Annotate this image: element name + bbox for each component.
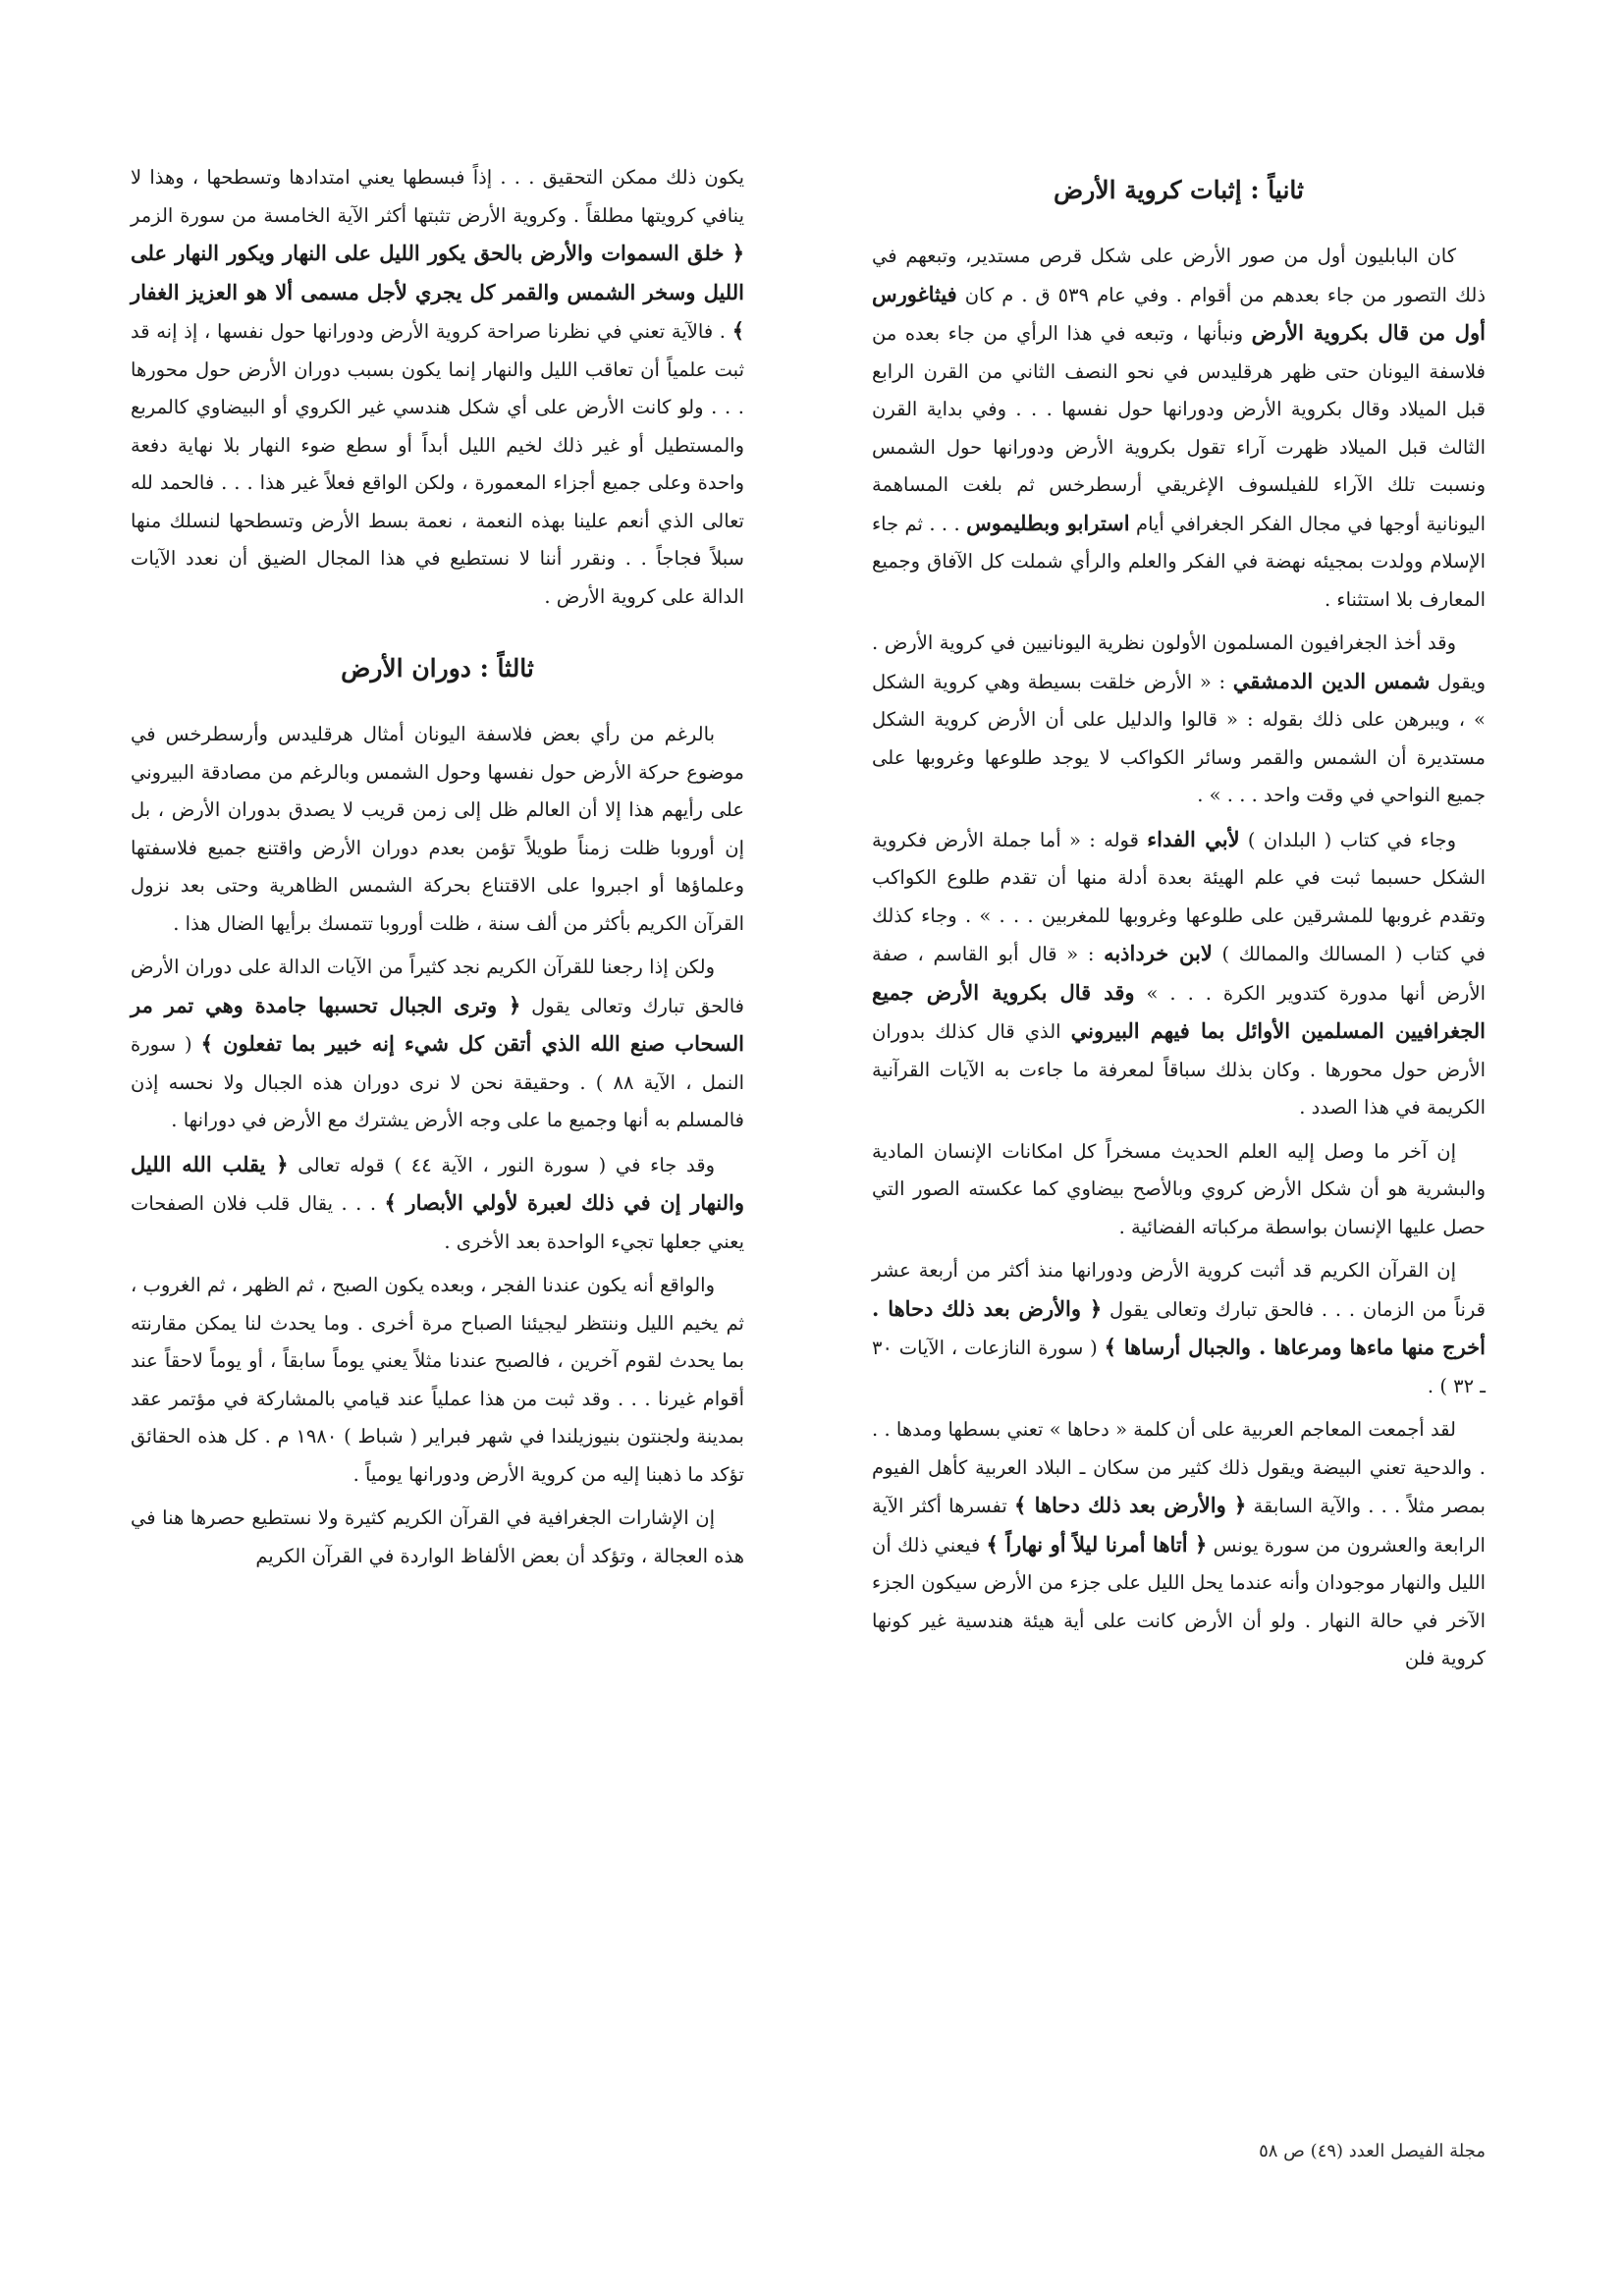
paragraph [131,159,744,616]
text-run: . . . يقال قلب فلان الصفحات يعني جعلها تجيء الواحدة بعد الأخرى . [131,1192,744,1253]
left-column [131,159,744,1581]
paragraph [872,1252,1486,1405]
text-run: فيعني ذلك أن الليل والنهار موجودان وأنه عندما يحل الليل على جزء من الأرض سيكون الجزء الآخر في حالة النهار . ولو أن الأرض كانت على أية هيئة هندسية غير كونها كروية فلن [872,1533,1486,1669]
text-run: إن آخر ما وصل إليه العلم الحديث مسخراً كل امكانات الإنسان المادية والبشرية هو أن شكل الأرض كروي وبالأصح بيضاوي كما عكسته الصور التي حصل عليها الإنسان بواسطة مركباته الفضائية . [872,1139,1486,1238]
bold-quote: لأبي الفداء [1147,826,1240,851]
bold-quote: ﴿ يقلب الله الليل والنهار إن في ذلك لعبرة لأولي الأبصار ﴾ [131,1151,744,1215]
paragraph [131,716,744,943]
text-run: : « الأرض خلقت بسيطة وهي كروية الشكل » ، ويبرهن على ذلك بقوله : « قالوا والدليل على أن الأرض كروية الشكل مستديرة أن الشمس والقمر وسائر الكواكب لا يوجد طلوعها وغروبها على جميع النواحي في وقت واحد . . . » . [872,670,1486,806]
page-footer: مجلة الفيصل العدد (٤٩) ص ٥٨ [1259,2141,1486,2161]
paragraph [872,625,1486,815]
text-run: وقد أخذ الجغرافيون المسلمون الأولون نظرية اليونانيين في كروية الأرض . ويقول [872,631,1486,693]
bold-quote: وقد قال بكروية الأرض جميع الجغرافيين المسلمين الأوائل بما فيهم البيروني [872,979,1486,1043]
text-run: كان البابليون أول من صور الأرض على شكل قرص مستدير، وتبعهم في ذلك التصور من جاء بعدهم من أقوام . وفي عام ٥٣٩ ق . م كان [872,245,1486,306]
text-run: إن الإشارات الجغرافية في القرآن الكريم كثيرة ولا نستطيع حصرها هنا في هذه العجالة ، وتؤكد أن بعض الألفاظ الواردة في القرآن الكريم [131,1506,744,1567]
paragraph [872,238,1486,619]
text-run: : « قال أبو القاسم ، صفة الأرض أنها مدورة كتدوير الكرة . . . » [872,943,1486,1005]
bold-quote: استرابو وبطليموس [966,510,1130,535]
bold-quote: ﴿ والأرض بعد ذلك دحاها ﴾ [1014,1493,1247,1517]
text-run: الذي قال كذلك بدوران الأرض حول محورها . وكان بذلك سباقاً لمعرفة ما جاءت به الآيات القرآنية الكريمة في هذا الصدد . [872,1020,1486,1119]
text-run: ونبأنها ، وتبعه في هذا الرأي من جاء بعده من فلاسفة اليونان حتى ظهر هرقليدس في نحو النصف الثاني من القرن الرابع قبل الميلاد وقال بكروية الأرض ودورانها حول نفسها . . . وفي بداية القرن الثالث قبل الميلاد ظهرت آراء تقول بكروية الأرض ودورانها حول الشمس ونسبت تلك الآراء للفيلسوف الإغريقي أرسطرخس ثم بلغت المساهمة اليونانية أوجها في مجال الفكر الجغرافي أيام [872,322,1486,535]
text-run: . فالآية تعني في نظرنا صراحة كروية الأرض ودورانها حول نفسها ، إذ إنه قد ثبت علمياً أن تعاقب الليل والنهار إنما يكون بسبب دوران الأرض حول محورها . . . ولو كانت الأرض على أي شكل هندسي غير الكروي أو البيضاوي كالمربع والمستطيل أو غير ذلك لخيم الليل أبداً أو سطع ضوء النهار بلا نهاية دفعة واحدة وعلى جميع أجزاء المعمورة ، ولكن الواقع فعلاً غير هذا . . . فالحمد لله تعالى الذي أنعم علينا بهذه النعمة ، نعمة بسط الأرض وتسطحها لنسلك منها سبلاً فجاجاً . . ونقرر أننا لا نستطيع في هذا المجال الضيق أن نعدد الآيات الدالة على كروية الأرض . [131,320,744,608]
paragraph [872,1411,1486,1678]
paragraph [131,1146,744,1262]
text-run: . . . ثم جاء الإسلام وولدت بمجيئه نهضة في الفكر والعلم والرأي شملت كل الآفاق وجميع المعارف بلا استثناء . [872,512,1486,611]
section-heading-sphericity: ثانياً : إثبات كروية الأرض [1054,176,1304,204]
paragraph [131,1267,744,1494]
paragraph [131,1500,744,1575]
bold-quote: ﴿ وترى الجبال تحسبها جامدة وهي تمر مر السحاب صنع الله الذي أتقن كل شيء إنه خبير بما تفعلون ﴾ [131,992,744,1056]
section-heading-rotation: ثالثاً : دوران الأرض [341,654,534,683]
bold-quote: فيثاغورس أول من قال بكروية الأرض [872,281,1486,345]
text-run: وقد جاء في ( سورة النور ، الآية ٤٤ ) قوله تعالى [288,1153,716,1176]
right-column-body [872,238,1486,1678]
text-run: لقد أجمعت المعاجم العربية على أن كلمة « دحاها » تعني بسطها ومدها . . . والدحية تعني البيضة ويقول ذلك كثير من سكان ـ البلاد العربية كأهل الفيوم بمصر مثلاً . . . والآية السابقة [872,1418,1486,1517]
bold-quote: لابن خرداذبه [1104,941,1213,965]
text-run: قوله : « أما جملة الأرض فكروية الشكل حسبما ثبت في علم الهيئة بعدة أدلة منها أن تقدم طلوع الكواكب وتقدم غروبها للمشرقين على طلوعها وغروبها للمغربين . . . » . وجاء كذلك في كتاب ( المسالك والممالك ) [872,828,1486,965]
left-column-body-top [131,159,744,616]
left-column-body-bottom [131,716,744,1575]
paragraph [872,821,1486,1127]
text-run: ( سورة النمل ، الآية ٨٨ ) . وحقيقة نحن لا نرى دوران هذه الجبال ولا نحسه إذن فالمسلم به أنها وجميع ما على وجه الأرض يشترك مع الأرض في دورانها . [131,1033,744,1131]
text-run: وجاء في كتاب ( البلدان ) [1239,828,1456,851]
text-run: والواقع أنه يكون عندنا الفجر ، وبعده يكون الصبح ، ثم الظهر ، ثم الغروب ، ثم يخيم الليل وننتظر ليجيئنا الصباح مرة أخرى . وما يحدث لنا يمكن مقارنته بما يحدث لقوم آخرين ، فالصبح عندنا مثلاً يعني يوماً سابقاً ، أو يوماً لاحقاً عند أقوام غيرنا . . . وقد ثبت من هذا عملياً عند قيامي بالمشاركة في مؤتمر عقد بمدينة ولجنتون بنيوزيلندا في شهر فبراير ( شباط ) ١٩٨٠ م . كل هذه الحقائق تؤكد ما ذهبنا إليه من كروية الأرض ودورانها يومياً . [131,1274,744,1486]
bold-quote: ﴿ والأرض بعد ذلك دحاها . أخرج منها ماءها ومرعاها . والجبال أرساها ﴾ [872,1295,1486,1359]
paragraph [872,1133,1486,1247]
bold-quote: ﴿ خلق السموات والأرض بالحق يكور الليل على النهار ويكور النهار على الليل وسخر الشمس والقمر كل يجري لأجل مسمى ألا هو العزيز الغفار ﴾ [131,241,744,343]
right-column [872,173,1486,1684]
text-run: تفسرها أكثر الآية الرابعة والعشرون من سورة يونس [872,1495,1486,1557]
text-run: ولكن إذا رجعنا للقرآن الكريم نجد كثيراً من الآيات الدالة على دوران الأرض فالحق تبارك وتعالى يقول [131,956,744,1017]
text-run: بالرغم من رأي بعض فلاسفة اليونان أمثال هرقليدس وأرسطرخس في موضوع حركة الأرض حول نفسها وحول الشمس وبالرغم من مصادقة البيروني على رأيهم هذا إلا أن العالم ظل إلى زمن قريب لا يصدق بدوران الأرض ، بل إن أوروبا ظلت زمناً طويلاً تؤمن بعدم دوران الأرض واقتنع جميع فلاسفتها وعلماؤها أو اجبروا على الاقتناع بحركة الشمس الظاهرية وحتى بعد نزول القرآن الكريم بأكثر من ألف سنة ، ظلت أوروبا تتمسك برأيها الضال هذا . [131,723,744,935]
bold-quote: شمس الدين الدمشقي [1232,668,1431,693]
text-run: إن القرآن الكريم قد أثبت كروية الأرض ودورانها منذ أكثر من أربعة عشر قرناً من الزمان . . . فالحق تبارك وتعالى يقول [872,1259,1486,1321]
paragraph [131,949,744,1140]
text-run: يكون ذلك ممكن التحقيق . . . إذاً فبسطها يعني امتدادها وتسطحها ، وهذا لا ينافي كرويتها مطلقاً . وكروية الأرض تثبتها أكثر الآية الخامسة من سورة الزمر [131,166,744,227]
text-run: ( سورة النازعات ، الآيات ٣٠ ـ ٣٢ ) . [872,1337,1486,1397]
bold-quote: ﴿ أتاها أمرنا ليلاً أو نهاراً ﴾ [986,1531,1208,1557]
